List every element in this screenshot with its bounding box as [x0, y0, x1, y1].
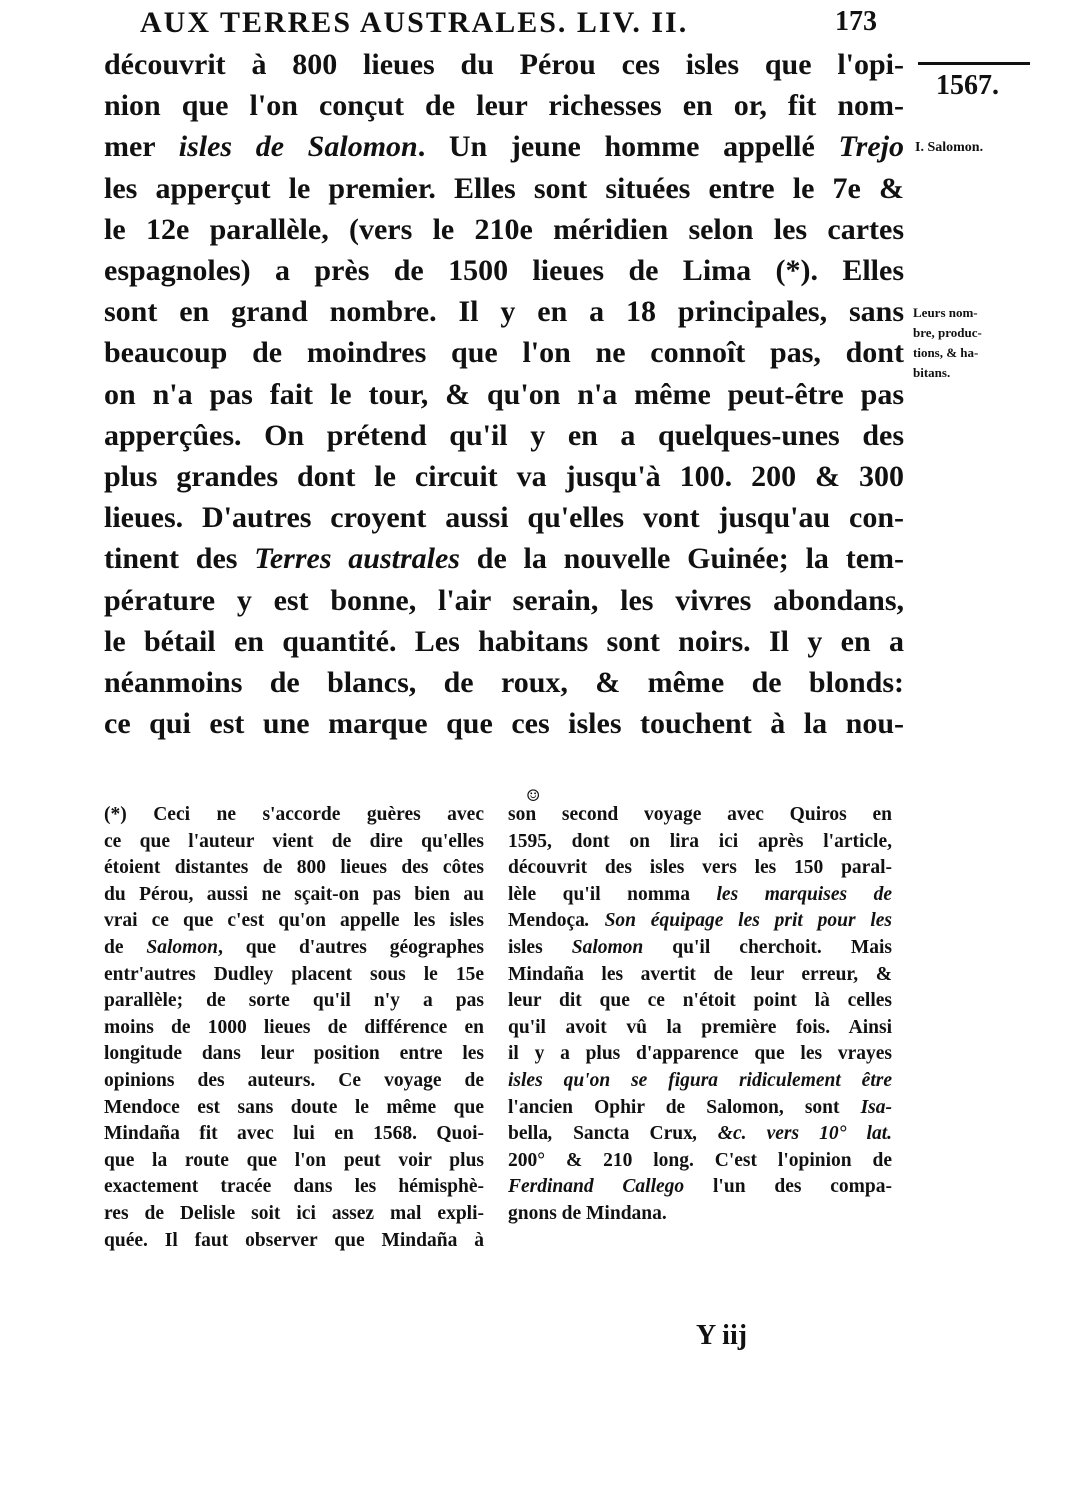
text-line: ce que l'auteur vient de dire qu'elles [104, 830, 484, 852]
text-line: isles qu'on se figura ridiculement être [508, 1069, 892, 1091]
text-line: découvrit des isles vers les 150 paral- [508, 857, 892, 879]
text-line: néanmoins de blancs, de roux, & même de blonds: [104, 666, 904, 700]
text-line: nion que l'on conçut de leur richesses en or, fit nom- [104, 89, 904, 123]
footnote-left-column [104, 802, 484, 1254]
main-text [104, 44, 904, 744]
text-line: lieues. D'autres croyent aussi qu'elles vont jusqu'au con- [104, 501, 904, 535]
text-line: mer isles de Salomon. Un jeune homme appellé Trejo [104, 130, 904, 164]
ornament-icon: ☺ [526, 786, 541, 805]
running-header [0, 0, 1081, 44]
text-line: exactement tracée dans les hémisphè- [104, 1176, 484, 1198]
margin-rule [918, 62, 1030, 65]
signature-mark: Y iij [696, 1320, 748, 1351]
text-line: le bétail en quantité. Les habitans sont noirs. Il y en a [104, 624, 904, 658]
text-line: Mindaña les avertit de leur erreur, & [508, 963, 892, 985]
text-line: étoient distantes de 800 lieues des côtes [104, 857, 484, 879]
text-line: quée. Il faut observer que Mindaña à [104, 1229, 484, 1251]
text-line: Mindaña fit avec lui en 1568. Quoi- [104, 1123, 484, 1145]
margin-note-line: Leurs nom- [913, 305, 978, 320]
text-line: longitude dans leur position entre les [104, 1043, 484, 1065]
text-line: espagnoles) a près de 1500 lieues de Lima (*). Elles [104, 254, 904, 288]
text-line: tinent des Terres australes de la nouvelle Guinée; la tem- [104, 542, 904, 576]
text-line: on n'a pas fait le tour, & qu'on n'a même peut-être pas [104, 377, 904, 411]
text-line: que la route que l'on peut voir plus [104, 1149, 484, 1171]
text-line: 1595, dont on lira ici après l'article, [508, 830, 892, 852]
text-line: entr'autres Dudley placent sous le 15e [104, 963, 484, 985]
text-line: moins de 1000 lieues de différence en [104, 1016, 484, 1038]
text-line: le 12e parallèle, (vers le 210e méridien selon les cartes [104, 212, 904, 246]
text-line: res de Delisle soit ici assez mal expli- [104, 1202, 484, 1224]
text-line: beaucoup de moindres que l'on ne connoît pas, dont [104, 336, 904, 370]
text-line: isles Salomon qu'il cherchoit. Mais [508, 936, 892, 958]
text-line: leur dit que ce n'étoit point là celles [508, 990, 892, 1012]
text-line: de Salomon, que d'autres géographes [104, 936, 484, 958]
text-line: son second voyage avec Quiros en [508, 804, 892, 825]
text-line: Ferdinand Callego l'un des compa- [508, 1176, 892, 1198]
text-line: parallèle; de sorte qu'il n'y a pas [104, 990, 484, 1012]
text-line: opinions des auteurs. Ce voyage de [104, 1069, 484, 1091]
text-line: pérature y est bonne, l'air serain, les vivres abondans, [104, 583, 904, 617]
text-line: Mendoça. Son équipage les prit pour les [508, 910, 892, 932]
text-line: plus grandes dont le circuit va jusqu'à 100. 200 & 300 [104, 460, 904, 494]
margin-note-line: bre, produc- [913, 325, 982, 340]
page-number: 173 [835, 6, 877, 37]
text-line: l'ancien Ophir de Salomon, sont Isa- [508, 1096, 892, 1118]
text-line: (*) Ceci ne s'accorde guères avec [104, 804, 484, 825]
margin-note-salomon: I. Salomon. [915, 140, 984, 155]
text-line: il y a plus d'apparence que les vrayes [508, 1043, 892, 1065]
text-line: lèle qu'il nomma les marquises de [508, 883, 892, 905]
running-title: AUX TERRES AUSTRALES. LIV. II. [140, 6, 689, 39]
margin-note-line: bitans. [913, 365, 951, 380]
text-line: du Pérou, aussi ne sçait-on pas bien au [104, 883, 484, 905]
text-line: gnons de Mindana. [508, 1202, 667, 1224]
text-line: ce qui est une marque que ces isles touchent à la nou- [104, 707, 904, 741]
text-line: apperçûes. On prétend qu'il y en a quelques-unes des [104, 418, 904, 452]
text-line: 200° & 210 long. C'est l'opinion de [508, 1149, 892, 1171]
text-line: vrai ce que c'est qu'on appelle les isles [104, 910, 484, 932]
margin-note-line: tions, & ha- [913, 345, 979, 360]
text-line: bella, Sancta Crux, &c. vers 10° lat. [508, 1123, 893, 1145]
text-line: découvrit à 800 lieues du Pérou ces isles que l'opi- [104, 48, 904, 81]
text-line: qu'il avoit vû la première fois. Ainsi [508, 1016, 892, 1038]
margin-year: 1567. [936, 70, 999, 101]
text-line: sont en grand nombre. Il y en a 18 principales, sans [104, 295, 904, 329]
footnote-right-column [508, 802, 892, 1228]
text-line: les apperçut le premier. Elles sont situées entre le 7e & [104, 171, 904, 205]
text-line: Mendoce est sans doute le même que [104, 1096, 484, 1118]
margin-note-nombre [913, 303, 1023, 383]
